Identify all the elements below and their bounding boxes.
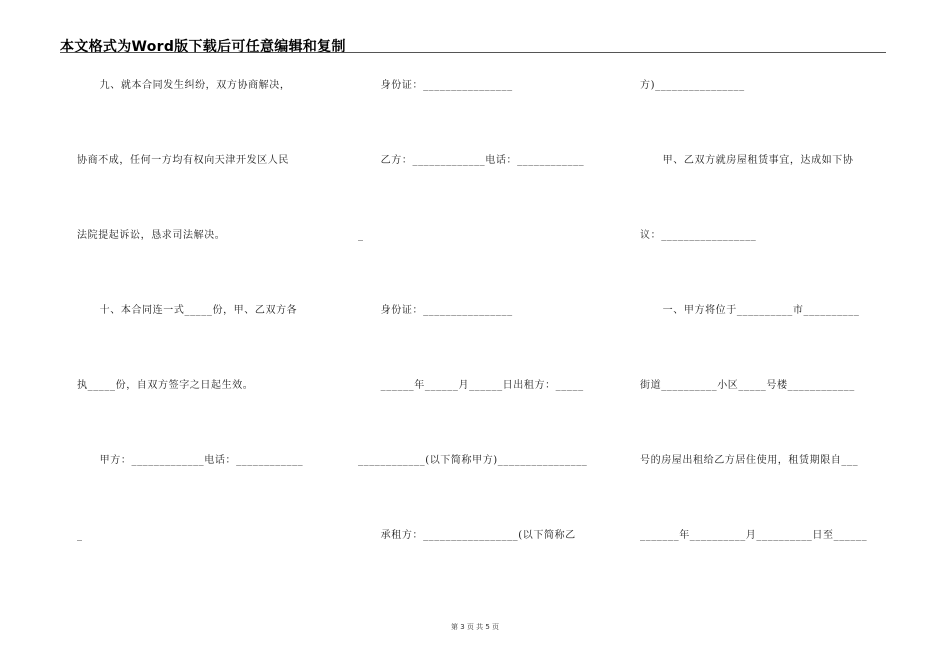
page-number: 第 3 页 共 5 页	[450, 623, 500, 631]
col1-line-6: 甲方：_____________电话：____________	[77, 455, 304, 466]
document-header-title: 本文格式为Word版下载后可任意编辑和复制	[60, 39, 346, 55]
col3-line-5: 街道__________小区_____号楼____________	[640, 380, 855, 391]
col3-line-4: 一、甲方将位于__________市__________	[640, 305, 860, 316]
col2-line-1: 身份证：________________	[358, 80, 513, 91]
header-divider	[60, 52, 886, 53]
col3-line-6: 号的房屋出租给乙方居住使用，租赁期限自___	[640, 455, 859, 466]
col1-line-1: 九、就本合同发生纠纷，双方协商解决，	[77, 80, 291, 91]
col3-line-1: 方)________________	[640, 80, 745, 91]
col2-line-7: 承租方：_________________(以下简称乙	[358, 530, 576, 541]
col2-line-5: ______年______月______日出租方：_____	[358, 380, 584, 391]
col1-line-3: 法院提起诉讼，恳求司法解决。	[77, 230, 226, 241]
col1-line-5: 执_____份，自双方签字之日起生效。	[77, 380, 254, 391]
col2-line-4: 身份证：________________	[358, 305, 513, 316]
col3-line-2: 甲、乙双方就房屋租赁事宜，达成如下协	[640, 155, 854, 166]
col3-line-3: 议：_________________	[640, 230, 757, 241]
col2-line-3: _	[358, 230, 364, 241]
col1-line-7: _	[77, 530, 83, 541]
col2-line-2: 乙方：_____________电话：____________	[358, 155, 585, 166]
col2-line-6: ____________(以下简称甲方)________________	[358, 455, 588, 466]
col3-line-7: _______年__________月__________日至______	[640, 530, 868, 541]
col1-line-4: 十、本合同连一式_____份，甲、乙双方各	[77, 305, 298, 316]
col1-line-2: 协商不成，任何一方均有权向天津开发区人民	[77, 155, 289, 166]
